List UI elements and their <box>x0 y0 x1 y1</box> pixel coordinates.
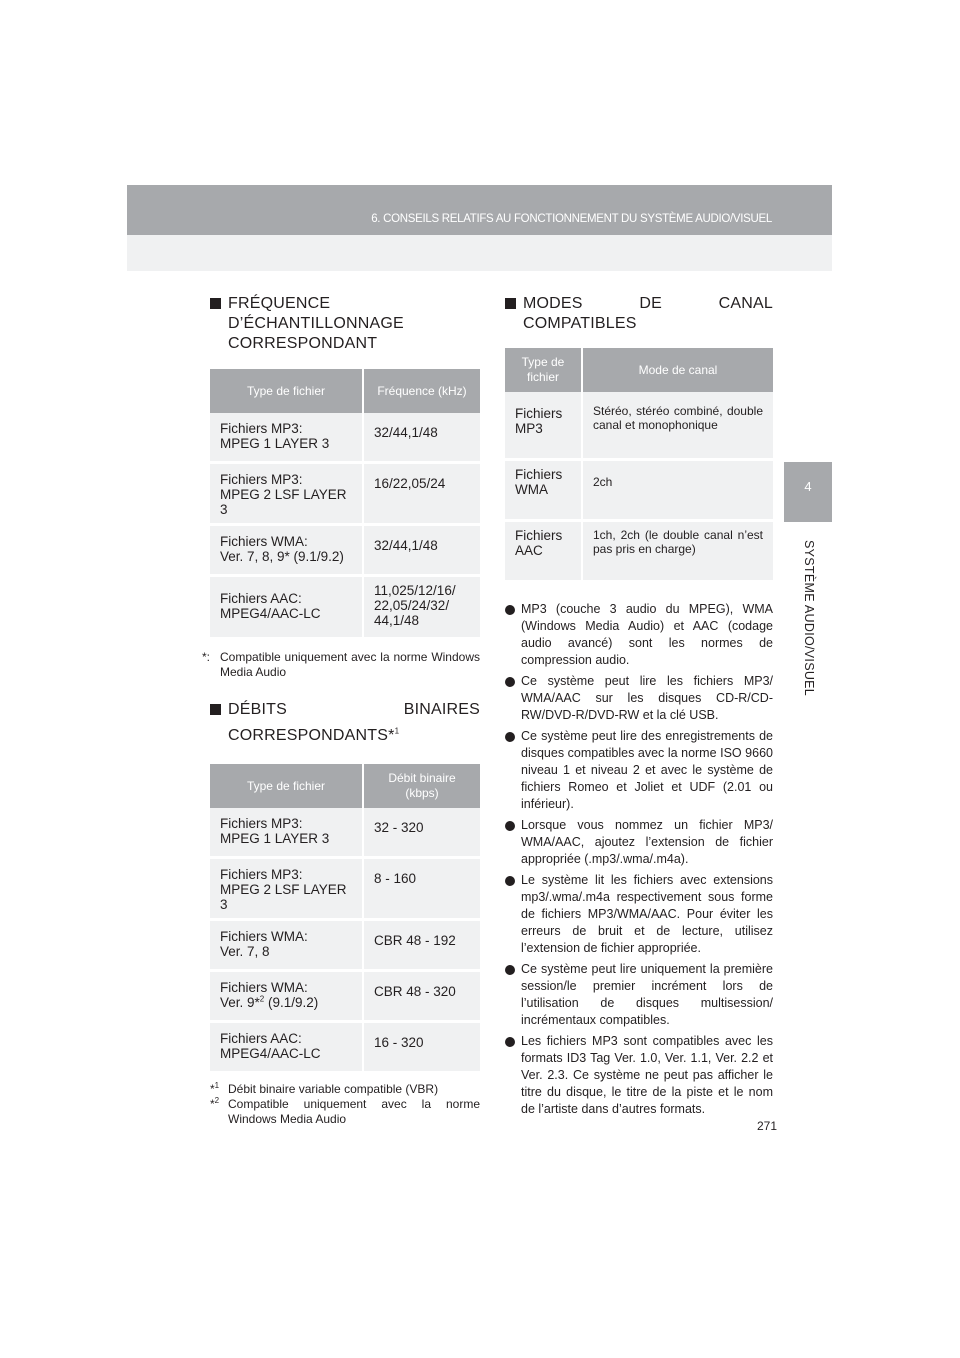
bitrate-footnote-2 <box>210 1097 480 1127</box>
sampling-footnote <box>202 650 480 680</box>
square-bullet-icon <box>210 704 221 715</box>
table-row <box>210 971 480 1022</box>
table-row <box>210 1022 480 1073</box>
round-bullet-icon <box>505 965 515 975</box>
table-row <box>210 920 480 971</box>
chapter-side-title: SYSTÈME AUDIO/VISUEL <box>802 540 816 697</box>
sampling-heading <box>210 294 480 354</box>
round-bullet-icon <box>505 677 515 687</box>
header-bar <box>127 185 832 235</box>
footnote-text: Compatible uniquement avec la norme Windows Media Audio <box>220 650 480 679</box>
cell-value: Stéréo, stéréo combiné, double canal et monophonique <box>582 392 773 460</box>
table-row <box>210 413 480 463</box>
round-bullet-icon <box>505 876 515 886</box>
table-row <box>210 576 480 639</box>
list-item: Le système lit les fichiers avec extensions mp3/.wma/.m4a respectivement sous forme de fichiers MP3/WMA/AAC. Pour éviter les erreurs de bruit et de lecture, utilisez l’extension de fichier appropriée. <box>505 872 773 957</box>
cell-type: Fichiers MP3: MPEG 2 LSF LAYER 3 <box>210 858 363 920</box>
square-bullet-icon <box>505 298 516 309</box>
info-bullet-list <box>505 601 773 1118</box>
footnote-text: Compatible uniquement avec la norme Windows Media Audio <box>228 1097 480 1126</box>
bitrate-heading <box>210 700 480 746</box>
footnote-marker: *$^2$ <box>210 1096 220 1111</box>
square-bullet-icon <box>210 298 221 309</box>
channels-heading <box>505 294 773 334</box>
table-row <box>210 463 480 525</box>
page-number: 271 <box>757 1119 778 1133</box>
cell-type: Fichiers MP3: MPEG 2 LSF LAYER 3 <box>210 463 363 525</box>
col-header-bitrate: Débit binaire (kbps) <box>363 764 480 808</box>
list-item: Ce système peut lire les fichiers MP3/ WMA/AAC sur les disques CD-R/CD-RW/DVD-R/DVD-RW et la clé USB. <box>505 673 773 724</box>
header-band <box>127 185 832 271</box>
cell-value: 11,025/12/16/ 22,05/24/32/ 44,1/48 <box>363 576 480 639</box>
cell-value: 2ch <box>582 460 773 521</box>
sampling-table <box>210 369 480 640</box>
table-row <box>210 525 480 576</box>
chapter-header-title: 6. CONSEILS RELATIFS AU FONCTIONNEMENT DU SYSTÈME AUDIO/VISUEL <box>371 213 772 225</box>
cell-value: 16/22,05/24 <box>363 463 480 525</box>
cell-value: 32 - 320 <box>363 808 480 858</box>
round-bullet-icon <box>505 1037 515 1047</box>
list-item: Ce système peut lire uniquement la première session/le premier incrément lors de l’utilisation de disques multisession/ incrémentaux compatibles. <box>505 961 773 1029</box>
cell-type: Fichiers MP3 <box>505 392 582 460</box>
col-header-channel: Mode de canal <box>582 348 773 392</box>
col-header-type: Type de fichier <box>210 764 363 808</box>
bitrate-footnote-1 <box>210 1082 480 1097</box>
list-item: MP3 (couche 3 audio du MPEG), WMA (Windows Media Audio) et AAC (codage audio avancé) sont les normes de compression audio. <box>505 601 773 669</box>
col-header-type: Type de fichier <box>505 348 582 392</box>
cell-type: Fichiers MP3: MPEG 1 LAYER 3 <box>210 413 363 463</box>
bitrate-table <box>210 764 480 1074</box>
footnote-marker: *$^1$ <box>210 1081 220 1096</box>
table-row <box>210 808 480 858</box>
left-column <box>202 294 480 1127</box>
round-bullet-icon <box>505 732 515 742</box>
table-header-row <box>210 764 480 808</box>
cell-value: 32/44,1/48 <box>363 525 480 576</box>
table-row <box>210 858 480 920</box>
cell-value: CBR 48 - 192 <box>363 920 480 971</box>
bitrate-heading-line: DÉBITS BINAIRES <box>228 701 480 718</box>
col-header-type: Type de fichier <box>210 369 363 413</box>
cell-value: 8 - 160 <box>363 858 480 920</box>
footnote-text: Débit binaire variable compatible (VBR) <box>228 1082 439 1096</box>
right-column <box>505 294 773 1122</box>
cell-value: 16 - 320 <box>363 1022 480 1073</box>
table-header-row <box>210 369 480 413</box>
channels-table <box>505 348 773 583</box>
channels-heading-line: COMPATIBLES <box>523 315 637 332</box>
table-row <box>505 521 773 582</box>
table-header-row <box>505 348 773 392</box>
list-item: Les fichiers MP3 sont compatibles avec les formats ID3 Tag Ver. 1.0, Ver. 1.1, Ver. 2.2 et Ver. 2.3. Ce système ne peut pas afficher le titre du disque, le titre de la piste et le nom de l’artiste dans d’autres formats. <box>505 1033 773 1118</box>
cell-type: Fichiers AAC: MPEG4/AAC-LC <box>210 1022 363 1073</box>
chapter-number-tab: 4 <box>784 462 832 522</box>
list-item: Lorsque vous nommez un fichier MP3/ WMA/AAC, ajoutez l’extension de fichier appropriée (.mp3/.wma/.m4a). <box>505 817 773 868</box>
table-row <box>505 392 773 460</box>
cell-type: Fichiers MP3: MPEG 1 LAYER 3 <box>210 808 363 858</box>
cell-type: Fichiers WMA <box>505 460 582 521</box>
round-bullet-icon <box>505 821 515 831</box>
cell-value: 32/44,1/48 <box>363 413 480 463</box>
channels-heading-line: MODES DE CANAL <box>523 295 773 312</box>
cell-type: Fichiers WMA: Ver. 9*$^2$ (9.1/9.2) <box>210 971 363 1022</box>
cell-type: Fichiers AAC <box>505 521 582 582</box>
cell-value: 1ch, 2ch (le double canal n’est pas pris en charge) <box>582 521 773 582</box>
footnote-marker: *: <box>202 650 211 664</box>
sampling-heading-line: D’ÉCHANTILLONNAGE <box>228 315 404 332</box>
col-header-frequency: Fréquence (kHz) <box>363 369 480 413</box>
cell-value: CBR 48 - 320 <box>363 971 480 1022</box>
cell-type: Fichiers WMA: Ver. 7, 8, 9* (9.1/9.2) <box>210 525 363 576</box>
list-item: Ce système peut lire des enregistrements de disques compatibles avec la norme ISO 9660 niveau 1 et niveau 2 et avec le système de fichiers Romeo et Joliet et UDF (2.01 ou inférieur). <box>505 728 773 813</box>
sampling-heading-line: FRÉQUENCE <box>228 295 331 312</box>
sampling-heading-line: CORRESPONDANT <box>228 335 378 352</box>
cell-type: Fichiers WMA: Ver. 7, 8 <box>210 920 363 971</box>
round-bullet-icon <box>505 605 515 615</box>
bitrate-heading-line: CORRESPONDANTS*$^1$ <box>228 726 400 744</box>
table-row <box>505 460 773 521</box>
cell-type: Fichiers AAC: MPEG4/AAC-LC <box>210 576 363 639</box>
